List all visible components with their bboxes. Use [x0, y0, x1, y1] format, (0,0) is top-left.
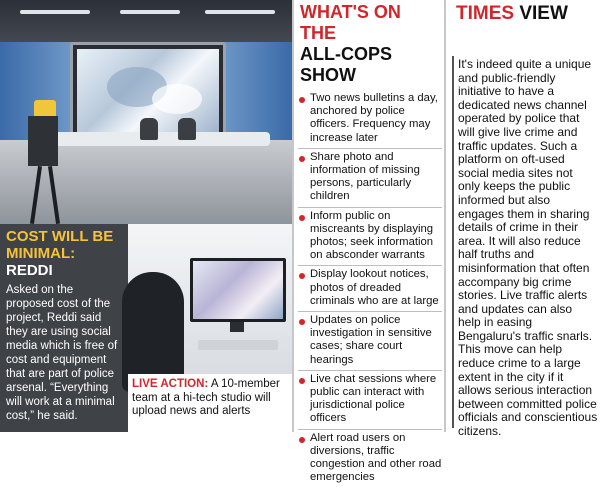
show-item-text: Display lookout notices, photos of dreaded criminals who are at large	[310, 268, 439, 307]
show-item-text: Updates on police investigation in sensitive cases; share court hearings	[310, 314, 432, 366]
show-list-item	[298, 430, 442, 487]
monitor-stand	[230, 322, 244, 332]
ceiling-light	[20, 10, 90, 14]
live-action-text: A 10-member team at a hi-tech studio will upload news and alerts	[132, 378, 280, 417]
show-item-text: Inform public on miscreants by displaying photos; seek information on absconder warrants	[310, 209, 434, 262]
cost-box	[0, 224, 128, 432]
times-view-body: It's indeed quite a unique and public-friendly initiative to have a dedicated news channel operated by police that will give live crime and traffic updates. Such a platform on oft-used social media sites not only keeps the public informed but also engages them in sharing details of crime in their area. It will also reduce half truths and misinformation that often accompany big crime stories. Live traffic alerts and updates can also help in easing Bengaluru's traffic snarls. This move can help reduce crime to a large extent in the city if it allows serious interaction between committed police officials and conscientious citizens.	[458, 57, 598, 439]
studio-camera	[28, 116, 58, 166]
live-action-caption	[128, 374, 292, 432]
show-column	[294, 0, 444, 484]
show-list-item	[298, 90, 442, 149]
bullet-icon	[299, 378, 305, 384]
cost-heading	[0, 224, 128, 283]
times-view-column	[446, 0, 600, 439]
show-list-item	[298, 208, 442, 267]
bullet-icon	[299, 97, 305, 103]
bullet-icon	[299, 273, 305, 279]
show-list-item	[298, 266, 442, 312]
bullet-icon	[299, 215, 305, 221]
times-view-title-dark: VIEW	[519, 3, 568, 24]
cost-heading-accent: COST WILL BE MINIMAL:	[6, 228, 114, 262]
computer-monitor	[190, 258, 286, 322]
times-view-title-red: TIMES	[456, 3, 515, 24]
cost-heading-rest: REDDI	[6, 262, 53, 279]
times-view-rule	[452, 56, 454, 428]
bullet-icon	[299, 156, 305, 162]
show-list-item	[298, 149, 442, 208]
monitor-screen	[193, 261, 283, 319]
show-item-text: Share photo and information of missing persons, particularly children	[310, 150, 420, 203]
ceiling-light	[205, 10, 275, 14]
show-list-item	[298, 312, 442, 371]
show-list	[294, 90, 444, 487]
anchor-chair	[178, 118, 196, 140]
show-list-item	[298, 371, 442, 430]
show-item-text: Two news bulletins a day, anchored by police officers. Frequency may increase later	[310, 92, 438, 144]
show-item-text: Alert road users on diversions, traffic congestion and other road emergencies	[310, 431, 442, 484]
cost-body-text: Asked on the proposed cost of the project, Reddi said they are using social media which is free of cost and equipment that are part of police arsenal. “Everything will work at a minimal cost,” he said.	[6, 284, 118, 422]
ceiling-light	[120, 10, 180, 14]
times-view-title	[446, 0, 600, 26]
live-action-photo	[128, 224, 292, 432]
keyboard	[198, 340, 278, 350]
live-action-label: LIVE ACTION:	[132, 378, 209, 390]
show-title	[294, 0, 444, 86]
anchor-chair	[140, 118, 158, 140]
show-item-text: Live chat sessions where public can interact with jurisdictional police officers	[310, 372, 437, 425]
bullet-icon	[299, 437, 305, 443]
show-title-line1: WHAT'S ON THE	[300, 2, 401, 43]
screen-graphic	[152, 84, 202, 114]
bullet-icon	[299, 319, 305, 325]
show-title-line2: ALL-COPS SHOW	[300, 44, 392, 85]
studio-photo	[0, 0, 292, 224]
